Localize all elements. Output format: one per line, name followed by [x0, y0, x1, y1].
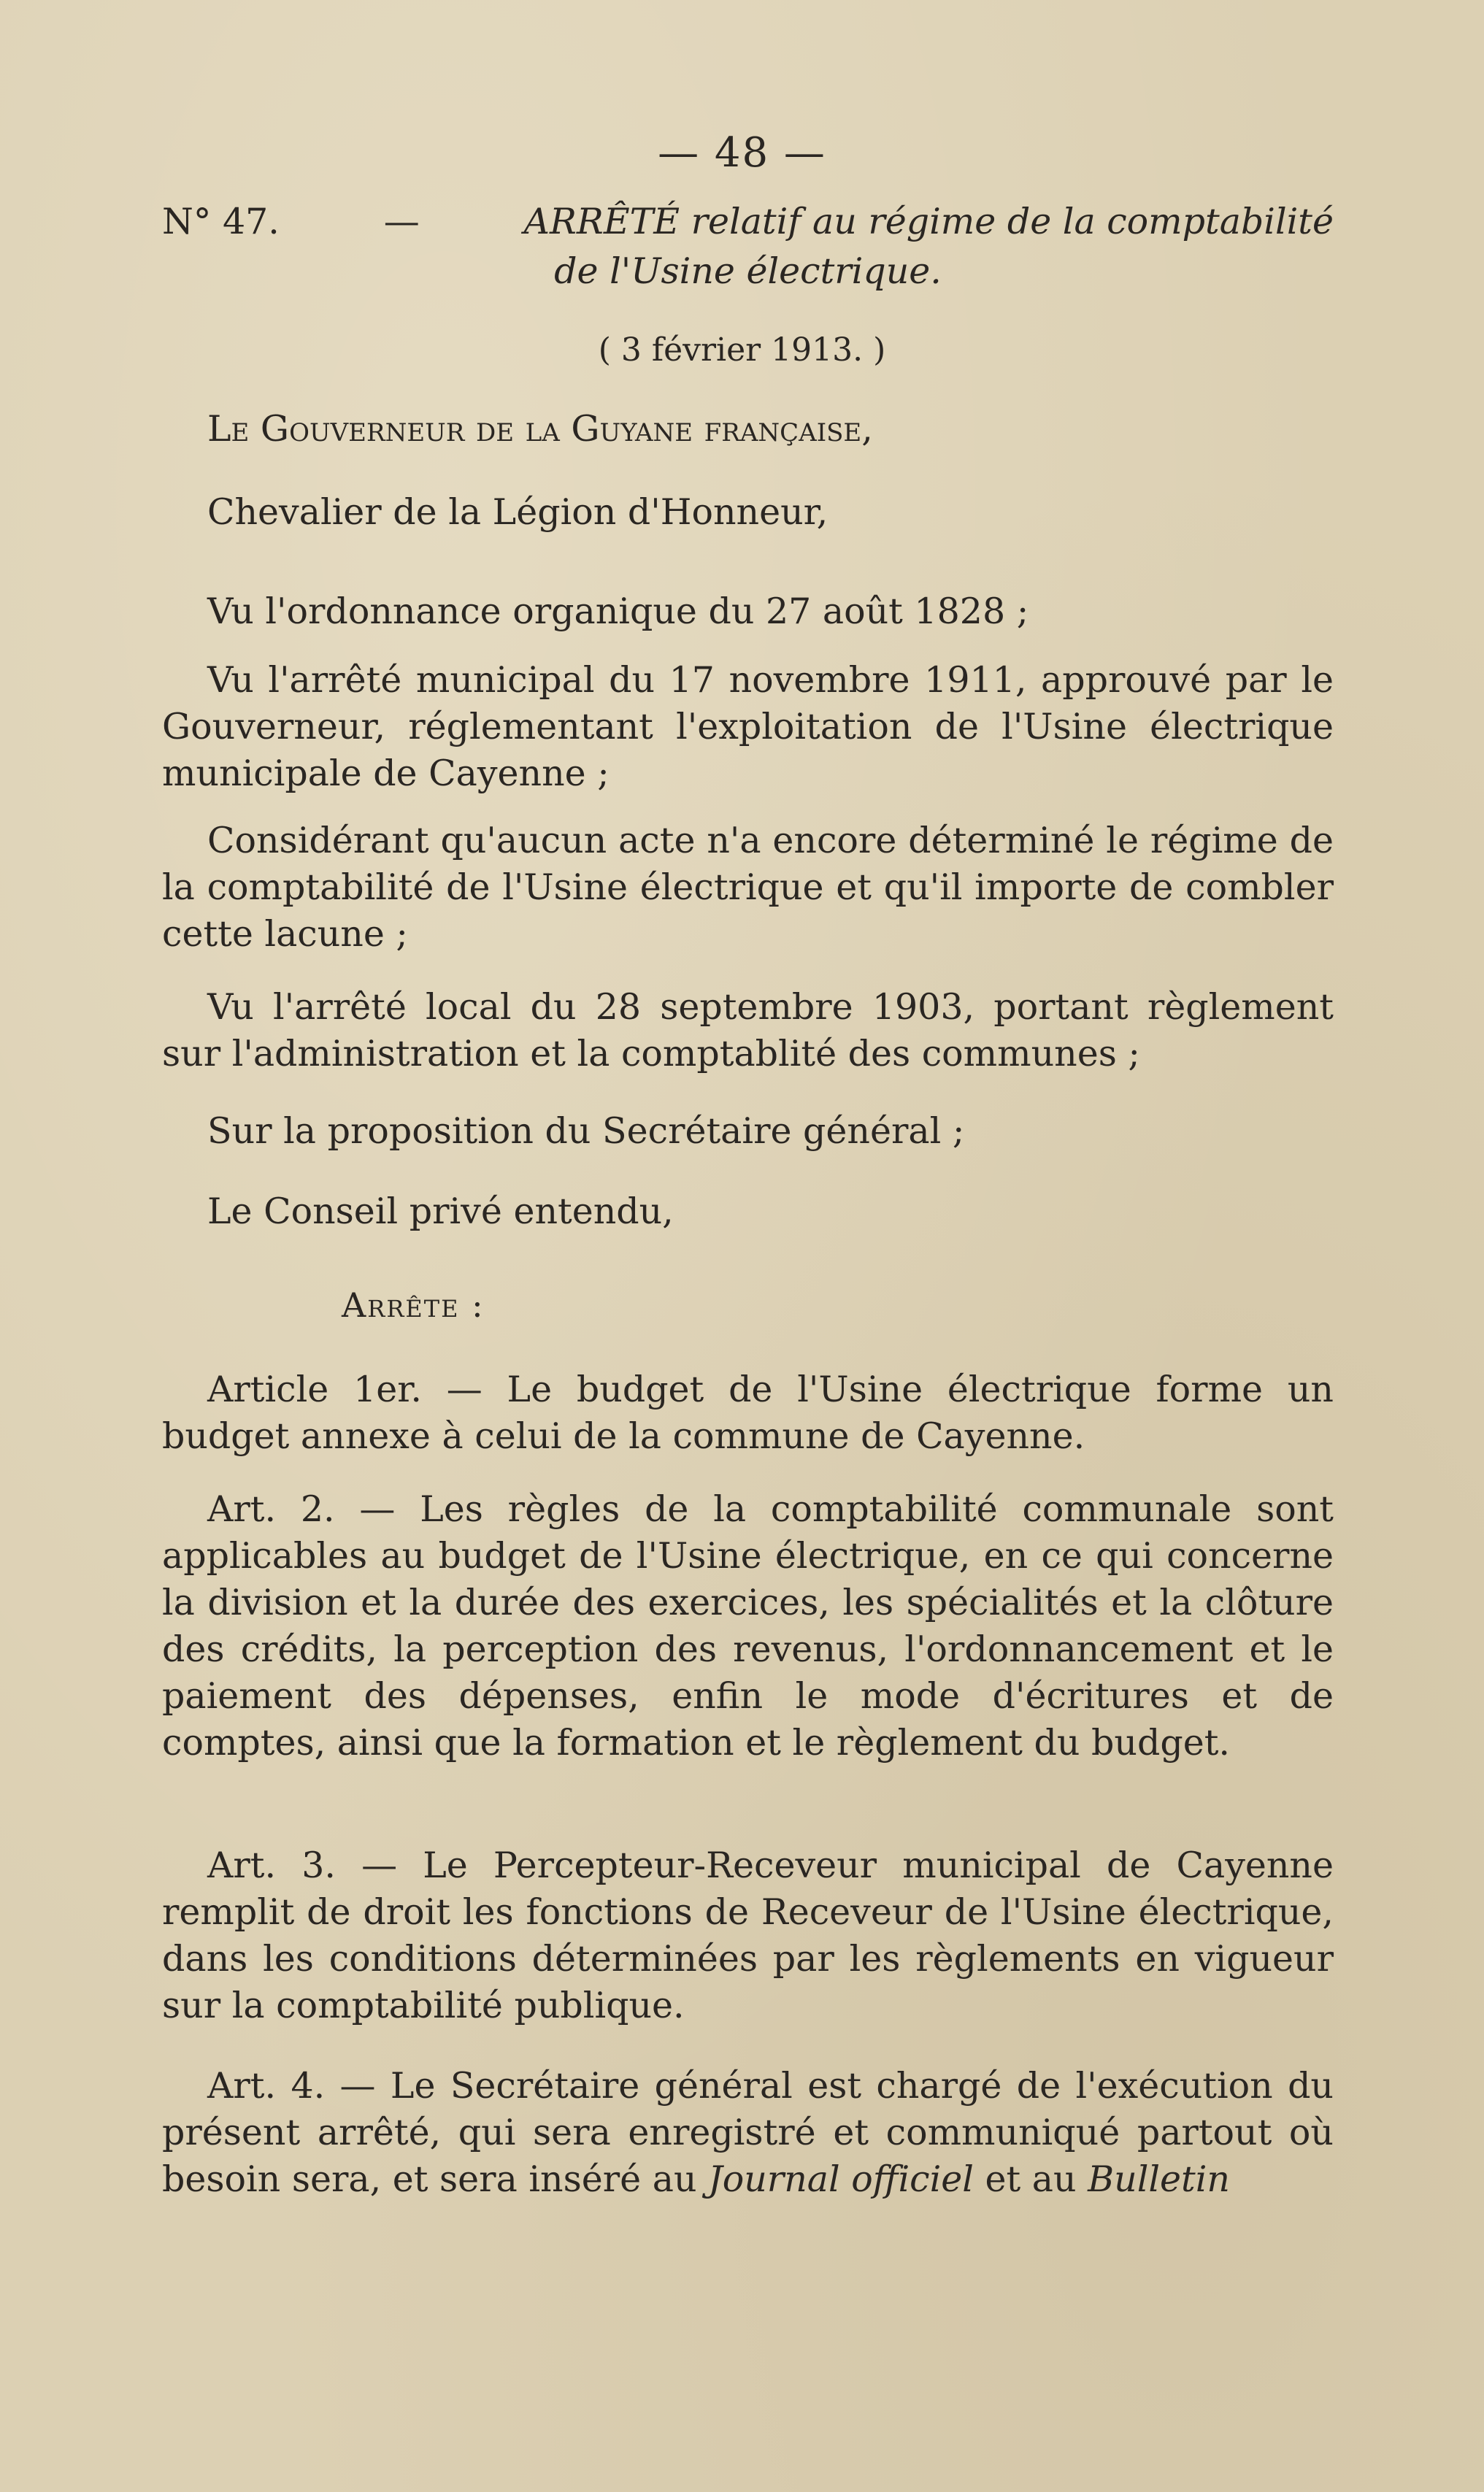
considerant-6: Le Conseil privé entendu, [207, 1191, 674, 1232]
page-number: — 48 — [658, 129, 826, 177]
heading-dash: — [383, 201, 420, 242]
considerant-5: Sur la proposition du Secrétaire général ; [207, 1110, 965, 1152]
preamble-chevalier: Chevalier de la Légion d'Honneur, [207, 491, 828, 533]
considerant-2: Vu l'arrêté municipal du 17 novembre 1911, approuvé par le Gouverneur, réglementant l'exploitation de l'Usine électrique municipale de Cayenne ; [162, 659, 1334, 794]
article-3: Art. 3. — Le Percepteur-Receveur municipal de Cayenne remplit de droit les fonctions de Receveur de l'Usine électrique, dans les conditions déterminées par les règlements en vigueur sur la comptabilité publique. [162, 1845, 1334, 2026]
decree-number: N° 47. [162, 201, 280, 242]
decree-heading [162, 197, 1334, 296]
considerant-4: Vu l'arrêté local du 28 septembre 1903, portant règlement sur l'administration et la comptablité des communes ; [162, 986, 1334, 1074]
article-4: Art. 4. — Le Secrétaire général est chargé de l'exécution du présent arrêté, qui sera enregistré et communiqué partout où besoin sera, et sera inséré au Journal officiel et au Bulletin [162, 2065, 1334, 2200]
considerant-1: Vu l'ordonnance organique du 27 août 1828 ; [207, 591, 1029, 632]
considerant-3: Considérant qu'aucun acte n'a encore déterminé le régime de la comptabilité de l'Usine électrique et qu'il importe de combler cette lacune ; [162, 820, 1334, 955]
decree-title-line1: ARRÊTÉ relatif au régime de la comptabilité [523, 201, 1334, 242]
decree-title-line2: de l'Usine électrique. [554, 250, 942, 292]
arrete-label: Arrête : [342, 1285, 485, 1325]
bulletin: Bulletin [1088, 2158, 1230, 2200]
journal-officiel: Journal officiel [708, 2158, 974, 2200]
preamble-governor: Le Gouverneur de la Guyane française, [207, 408, 873, 450]
article-2: Art. 2. — Les règles de la comptabilité communale sont applicables au budget de l'Usine électrique, en ce qui concerne la division et la durée des exercices, les spécialités et la clôture des crédits, la perception des revenus, l'ordonnancement et le paiement des dépenses, enfin le mode d'écritures et de comptes, ainsi que la formation et le règlement du budget. [162, 1488, 1334, 1764]
decree-date: ( 3 février 1913. ) [598, 331, 886, 369]
article-1: Article 1er. — Le budget de l'Usine électrique forme un budget annexe à celui de la commune de Cayenne. [162, 1369, 1334, 1457]
